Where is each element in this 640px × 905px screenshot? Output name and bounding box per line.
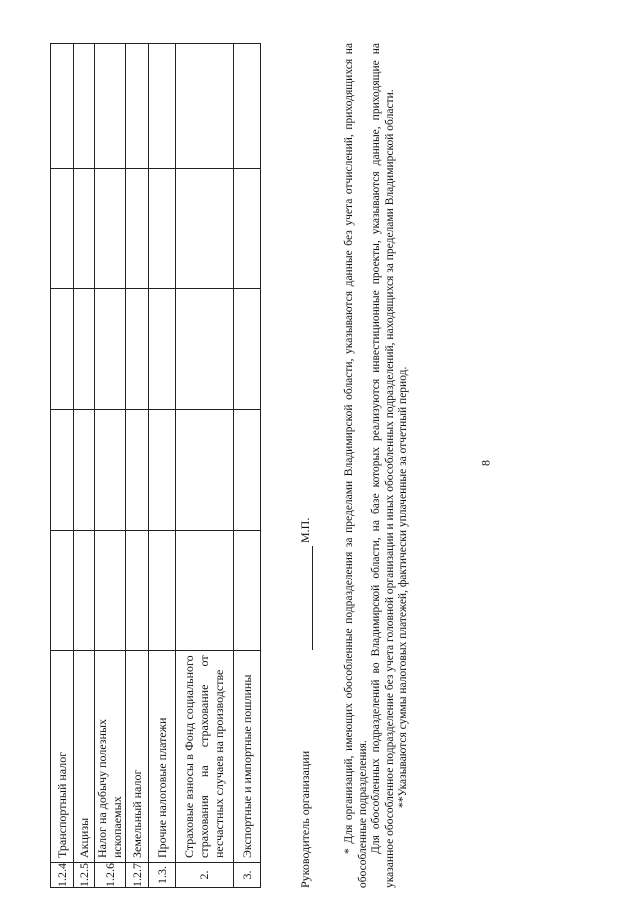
table-cell bbox=[126, 289, 149, 410]
table-row bbox=[126, 44, 149, 888]
table-cell bbox=[176, 289, 234, 410]
table-row bbox=[95, 44, 126, 888]
footnotes bbox=[343, 43, 411, 888]
row-number: 1.2.5 bbox=[74, 863, 95, 888]
table-row bbox=[149, 44, 176, 888]
table-cell bbox=[95, 44, 126, 169]
table-cell bbox=[234, 44, 261, 169]
table-cell bbox=[126, 530, 149, 651]
table-row bbox=[51, 44, 74, 888]
footnote-2: Для обособленных подразделений во Владимирской области, на базе которых реализуются инвестиционные проекты, указываются данные, приходящие на указанное обособленное подразделение без учета головной организации и иных обособленных подразделений, находящихся за пределами Владимирской области. bbox=[370, 43, 396, 888]
table-cell bbox=[74, 289, 95, 410]
table-cell bbox=[74, 410, 95, 531]
table-row bbox=[176, 44, 234, 888]
row-name: Экспортные и импортные пошлины bbox=[234, 651, 261, 863]
row-name: Налог на добычу полезных ископаемых bbox=[95, 651, 126, 863]
row-number: 1.2.6 bbox=[95, 863, 126, 888]
table-cell bbox=[149, 530, 176, 651]
table-cell bbox=[95, 289, 126, 410]
row-number: 1.2.4 bbox=[51, 863, 74, 888]
table-cell bbox=[149, 168, 176, 289]
table-cell bbox=[176, 168, 234, 289]
table-cell bbox=[51, 410, 74, 531]
table-cell bbox=[234, 530, 261, 651]
table-cell bbox=[95, 410, 126, 531]
table-cell bbox=[176, 44, 234, 169]
stamp-placeholder: М.П. bbox=[298, 517, 312, 543]
table-cell bbox=[176, 530, 234, 651]
signature-line bbox=[312, 546, 313, 650]
footnote-3: **Указываются суммы налоговых платежей, фактически уплаченные за отчетный период. bbox=[397, 366, 409, 808]
row-name: Прочие налоговые платежи bbox=[149, 651, 176, 863]
row-number: 1.2.7 bbox=[126, 863, 149, 888]
table-cell bbox=[51, 44, 74, 169]
table-cell bbox=[149, 44, 176, 169]
row-name: Страховые взносы в Фонд социального страхования на страхование от несчастных случаев на производстве bbox=[176, 651, 234, 863]
table-cell bbox=[126, 168, 149, 289]
table-cell bbox=[74, 530, 95, 651]
table-cell bbox=[51, 289, 74, 410]
table-cell bbox=[234, 168, 261, 289]
row-number: 2. bbox=[176, 863, 234, 888]
row-name: Акцизы bbox=[74, 651, 95, 863]
table-row bbox=[234, 44, 261, 888]
table-cell bbox=[51, 168, 74, 289]
table-cell bbox=[234, 289, 261, 410]
table-cell bbox=[74, 168, 95, 289]
signature-label: Руководитель организации bbox=[298, 750, 312, 888]
footnote-1: * Для организаций, имеющих обособленные подразделения за пределами Владимирской области, указываются данные без учета отчислений, приходящихся на обособленные подразделения. bbox=[343, 43, 369, 888]
table-cell bbox=[126, 44, 149, 169]
table-cell bbox=[95, 168, 126, 289]
row-name: Земельный налог bbox=[126, 651, 149, 863]
table-cell bbox=[74, 44, 95, 169]
tax-payments-table bbox=[50, 43, 261, 888]
table-cell bbox=[95, 530, 126, 651]
table-cell bbox=[126, 410, 149, 531]
row-name: Транспортный налог bbox=[51, 651, 74, 863]
table-cell bbox=[149, 410, 176, 531]
table-cell bbox=[149, 289, 176, 410]
rotated-page-content bbox=[2, 43, 640, 888]
table-cell bbox=[176, 410, 234, 531]
row-number: 1.3. bbox=[149, 863, 176, 888]
table-cell bbox=[234, 410, 261, 531]
page-number: 8 bbox=[478, 460, 493, 466]
table-cell bbox=[51, 530, 74, 651]
table-row bbox=[74, 44, 95, 888]
row-number: 3. bbox=[234, 863, 261, 888]
